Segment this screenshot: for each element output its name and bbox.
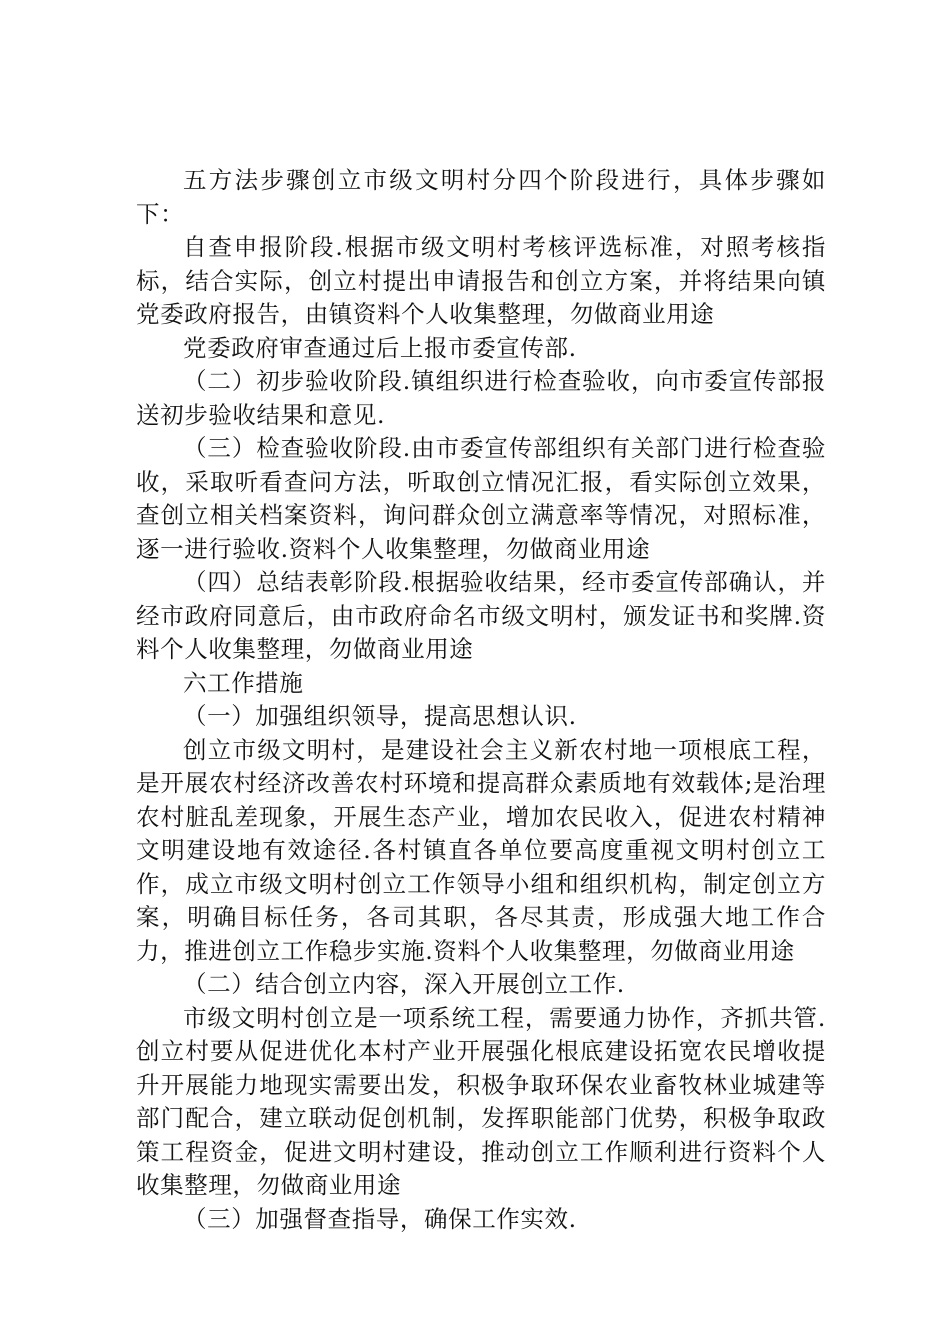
subheading-supervision-guidance: （三）加强督查指导，确保工作实效. bbox=[183, 1204, 577, 1233]
paragraph-method-steps-intro: 五方法步骤创立市级文明村分四个阶段进行，具体步骤如下： bbox=[136, 166, 826, 228]
paragraph-initial-acceptance: （二）初步验收阶段.镇组织进行检查验收，向市委宣传部报送初步验收结果和意见. bbox=[136, 367, 826, 429]
paragraph-summary-commendation: （四）总结表彰阶段.根据验收结果，经市委宣传部确认，并经市政府同意后，由市政府命名市级文明村，颁发证书和奖牌.资料个人收集整理，勿做商业用途 bbox=[136, 568, 826, 663]
document-body bbox=[136, 164, 826, 1236]
paragraph-self-check-stage: 自查申报阶段.根据市级文明村考核评选标准，对照考核指标，结合实际，创立村提出申请报告和创立方案，并将结果向镇党委政府报告，由镇资料个人收集整理，勿做商业用途 bbox=[136, 233, 826, 328]
heading-work-measures: 六工作措施 bbox=[183, 668, 304, 697]
subheading-combine-content: （二）结合创立内容，深入开展创立工作. bbox=[183, 970, 625, 998]
paragraph-inspection-acceptance: （三）检查验收阶段.由市委宣传部组织有关部门进行检查验收，采取听看查问方法，听取创立情况汇报，看实际创立效果，查创立相关档案资料，询问群众创立满意率等情况，对照标准，逐一进行验收.资料个人收集整理，勿做商业用途 bbox=[136, 434, 826, 563]
subheading-organization-leadership: （一）加强组织领导，提高思想认识. bbox=[183, 702, 577, 730]
paragraph-organization-leadership: 创立市级文明村，是建设社会主义新农村地一项根底工程，是开展农村经济改善农村环境和提高群众素质地有效载体;是治理农村脏乱差现象，开展生态产业，增加农民收入，促进农村精神文明建设地有效途径.各村镇直各单位要高度重视文明村创立工作，成立市级文明村创立工作领导小组和组织机构，制定创立方案，明确目标任务，各司其职，各尽其责，形成强大地工作合力，推进创立工作稳步实施.资料个人收集整理，勿做商业用途 bbox=[136, 735, 826, 965]
paragraph-party-review: 党委政府审查通过后上报市委宣传部. bbox=[183, 333, 577, 362]
paragraph-system-engineering: 市级文明村创立是一项系统工程，需要通力协作，齐抓共管.创立村要从促进优化本村产业开展强化根底建设拓宽农民增收提升开展能力地现实需要出发，积极争取环保农业畜牧林业城建等部门配合，建立联动促创机制，发挥职能部门优势，积极争取政策工程资金，促进文明村建设，推动创立工作顺利进行资料个人收集整理，勿做商业用途 bbox=[136, 1003, 826, 1199]
